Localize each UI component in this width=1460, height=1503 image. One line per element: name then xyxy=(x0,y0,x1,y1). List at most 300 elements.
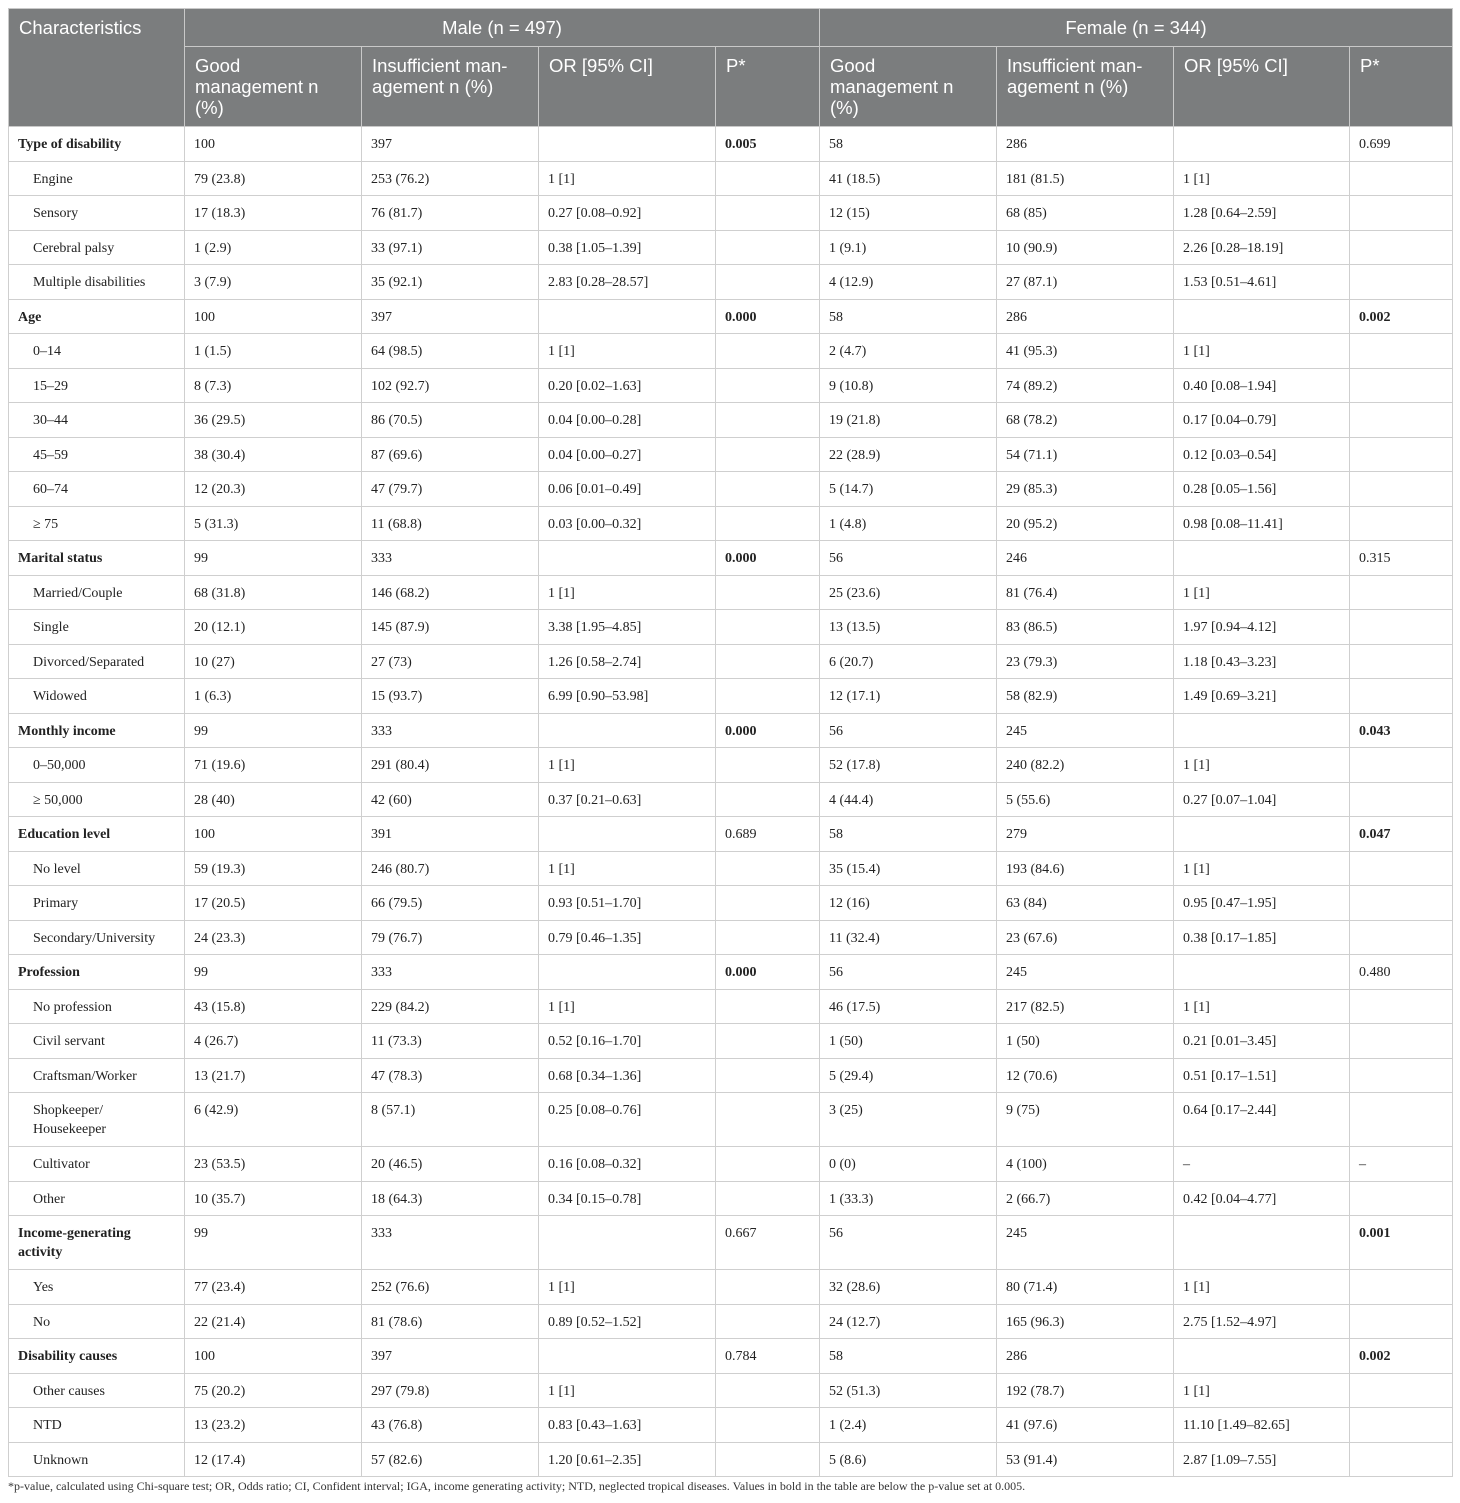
table-cell xyxy=(1350,472,1453,507)
table-cell: 22 (21.4) xyxy=(185,1304,362,1339)
table-cell: 58 xyxy=(820,1339,997,1374)
table-cell: 0.34 [0.15–0.78] xyxy=(539,1181,716,1216)
table-row xyxy=(9,1442,1453,1477)
table-cell: 4 (12.9) xyxy=(820,265,997,300)
table-cell: 22 (28.9) xyxy=(820,437,997,472)
table-cell: 1 [1] xyxy=(539,851,716,886)
table-cell: 0.04 [0.00–0.28] xyxy=(539,403,716,438)
table-cell xyxy=(1350,782,1453,817)
table-cell: 8 (7.3) xyxy=(185,368,362,403)
table-cell: 1 (2.9) xyxy=(185,230,362,265)
subcategory-label: No xyxy=(9,1304,185,1339)
table-cell xyxy=(1174,541,1350,576)
characteristics-header: Characteristics xyxy=(9,9,185,127)
table-cell: 0.20 [0.02–1.63] xyxy=(539,368,716,403)
table-cell: 15 (93.7) xyxy=(362,679,539,714)
table-cell xyxy=(716,1408,820,1443)
table-cell xyxy=(716,265,820,300)
subcategory-label: 60–74 xyxy=(9,472,185,507)
table-cell: 27 (87.1) xyxy=(997,265,1174,300)
table-cell: 18 (64.3) xyxy=(362,1181,539,1216)
table-cell: 17 (18.3) xyxy=(185,196,362,231)
table-row xyxy=(9,920,1453,955)
table-cell: 76 (81.7) xyxy=(362,196,539,231)
table-cell xyxy=(716,679,820,714)
table-cell xyxy=(716,575,820,610)
table-cell: 20 (95.2) xyxy=(997,506,1174,541)
table-cell: 23 (53.5) xyxy=(185,1147,362,1182)
table-cell: 0.28 [0.05–1.56] xyxy=(1174,472,1350,507)
table-cell: 245 xyxy=(997,713,1174,748)
table-cell: 36 (29.5) xyxy=(185,403,362,438)
subcategory-label: Unknown xyxy=(9,1442,185,1477)
table-cell: 0.005 xyxy=(716,127,820,162)
table-cell: 145 (87.9) xyxy=(362,610,539,645)
table-cell: 12 (17.4) xyxy=(185,1442,362,1477)
table-cell xyxy=(1350,368,1453,403)
table-cell: 0.001 xyxy=(1350,1216,1453,1270)
table-cell xyxy=(1174,127,1350,162)
subcategory-label: Multiple disabilities xyxy=(9,265,185,300)
table-cell: 28 (40) xyxy=(185,782,362,817)
table-cell: 1 [1] xyxy=(1174,161,1350,196)
table-cell: 246 xyxy=(997,541,1174,576)
table-cell: 1 [1] xyxy=(1174,334,1350,369)
table-cell: 0.043 xyxy=(1350,713,1453,748)
table-row xyxy=(9,955,1453,990)
subcategory-label: 0–50,000 xyxy=(9,748,185,783)
table-cell: 192 (78.7) xyxy=(997,1373,1174,1408)
table-cell: 5 (31.3) xyxy=(185,506,362,541)
table-cell xyxy=(716,1147,820,1182)
results-table xyxy=(8,8,1453,1477)
table-cell: 68 (85) xyxy=(997,196,1174,231)
table-cell: 0.42 [0.04–4.77] xyxy=(1174,1181,1350,1216)
table-cell: 3.38 [1.95–4.85] xyxy=(539,610,716,645)
table-cell: 24 (23.3) xyxy=(185,920,362,955)
table-cell: 1 [1] xyxy=(539,334,716,369)
table-cell: 2 (66.7) xyxy=(997,1181,1174,1216)
table-cell xyxy=(539,1339,716,1374)
table-cell: 0.27 [0.08–0.92] xyxy=(539,196,716,231)
table-row xyxy=(9,851,1453,886)
table-cell: 0.98 [0.08–11.41] xyxy=(1174,506,1350,541)
table-cell xyxy=(1174,1216,1350,1270)
table-cell: 0.89 [0.52–1.52] xyxy=(539,1304,716,1339)
table-cell xyxy=(716,506,820,541)
table-cell: 1 [1] xyxy=(1174,851,1350,886)
table-cell: 46 (17.5) xyxy=(820,989,997,1024)
table-cell xyxy=(1350,1024,1453,1059)
table-cell xyxy=(716,230,820,265)
table-cell: 1 (4.8) xyxy=(820,506,997,541)
table-row xyxy=(9,1058,1453,1093)
table-cell xyxy=(1350,437,1453,472)
table-cell: 291 (80.4) xyxy=(362,748,539,783)
table-row xyxy=(9,1339,1453,1374)
table-cell: 54 (71.1) xyxy=(997,437,1174,472)
table-cell: 1 (33.3) xyxy=(820,1181,997,1216)
table-cell xyxy=(1174,955,1350,990)
table-row xyxy=(9,334,1453,369)
table-cell: 23 (79.3) xyxy=(997,644,1174,679)
table-cell: 0.000 xyxy=(716,713,820,748)
table-cell: 80 (71.4) xyxy=(997,1270,1174,1305)
table-cell xyxy=(539,299,716,334)
table-cell: 333 xyxy=(362,1216,539,1270)
table-cell: 100 xyxy=(185,299,362,334)
table-cell: 0.667 xyxy=(716,1216,820,1270)
table-cell xyxy=(1174,713,1350,748)
table-cell: 58 (82.9) xyxy=(997,679,1174,714)
table-cell: 1 [1] xyxy=(1174,989,1350,1024)
table-cell: 0.64 [0.17–2.44] xyxy=(1174,1093,1350,1147)
table-cell: 2.83 [0.28–28.57] xyxy=(539,265,716,300)
table-cell: 47 (78.3) xyxy=(362,1058,539,1093)
table-cell: 4 (26.7) xyxy=(185,1024,362,1059)
table-cell xyxy=(1350,748,1453,783)
table-cell xyxy=(1350,403,1453,438)
male-group-header: Male (n = 497) xyxy=(185,9,820,47)
female-p-header: P* xyxy=(1350,47,1453,127)
subcategory-label: 15–29 xyxy=(9,368,185,403)
subcategory-label: 30–44 xyxy=(9,403,185,438)
table-cell: 52 (51.3) xyxy=(820,1373,997,1408)
table-cell: 100 xyxy=(185,127,362,162)
table-cell: 11 (32.4) xyxy=(820,920,997,955)
table-row xyxy=(9,989,1453,1024)
table-cell xyxy=(1350,506,1453,541)
table-cell: 27 (73) xyxy=(362,644,539,679)
table-cell: 0.38 [0.17–1.85] xyxy=(1174,920,1350,955)
table-cell: 35 (15.4) xyxy=(820,851,997,886)
table-cell: 41 (18.5) xyxy=(820,161,997,196)
table-cell xyxy=(716,782,820,817)
table-cell: 41 (95.3) xyxy=(997,334,1174,369)
table-cell: 38 (30.4) xyxy=(185,437,362,472)
table-row xyxy=(9,403,1453,438)
table-cell: 64 (98.5) xyxy=(362,334,539,369)
table-cell: 0.27 [0.07–1.04] xyxy=(1174,782,1350,817)
table-cell: 1.18 [0.43–3.23] xyxy=(1174,644,1350,679)
table-header xyxy=(9,9,1453,127)
table-cell: 0.79 [0.46–1.35] xyxy=(539,920,716,955)
table-cell: 297 (79.8) xyxy=(362,1373,539,1408)
table-cell xyxy=(1350,575,1453,610)
table-cell: 397 xyxy=(362,299,539,334)
table-cell xyxy=(1350,1304,1453,1339)
table-cell: 99 xyxy=(185,1216,362,1270)
table-cell: 165 (96.3) xyxy=(997,1304,1174,1339)
table-cell: 102 (92.7) xyxy=(362,368,539,403)
data-table-container xyxy=(8,8,1452,1477)
table-row xyxy=(9,437,1453,472)
subcategory-label: Civil servant xyxy=(9,1024,185,1059)
table-cell: 99 xyxy=(185,955,362,990)
table-row xyxy=(9,1408,1453,1443)
table-cell xyxy=(1350,679,1453,714)
male-or-header: OR [95% CI] xyxy=(539,47,716,127)
table-cell: 0.047 xyxy=(1350,817,1453,852)
table-cell: 9 (10.8) xyxy=(820,368,997,403)
table-cell: 193 (84.6) xyxy=(997,851,1174,886)
table-cell xyxy=(1350,1408,1453,1443)
table-cell: 1 [1] xyxy=(1174,1373,1350,1408)
table-cell: 56 xyxy=(820,955,997,990)
table-cell xyxy=(1350,610,1453,645)
table-cell: 56 xyxy=(820,713,997,748)
male-p-header: P* xyxy=(716,47,820,127)
category-label: Type of disability xyxy=(9,127,185,162)
table-cell: 99 xyxy=(185,713,362,748)
table-cell: 0.17 [0.04–0.79] xyxy=(1174,403,1350,438)
table-cell: 0.16 [0.08–0.32] xyxy=(539,1147,716,1182)
table-row xyxy=(9,748,1453,783)
table-cell: 0.000 xyxy=(716,541,820,576)
table-cell: 1 [1] xyxy=(539,1373,716,1408)
table-cell: 240 (82.2) xyxy=(997,748,1174,783)
table-cell: 1 [1] xyxy=(1174,1270,1350,1305)
table-cell: 0.83 [0.43–1.63] xyxy=(539,1408,716,1443)
table-cell: 6.99 [0.90–53.98] xyxy=(539,679,716,714)
table-cell: 0.04 [0.00–0.27] xyxy=(539,437,716,472)
table-cell xyxy=(1350,644,1453,679)
table-cell: 100 xyxy=(185,1339,362,1374)
table-cell: 246 (80.7) xyxy=(362,851,539,886)
table-cell xyxy=(716,472,820,507)
table-cell xyxy=(716,196,820,231)
table-cell: 99 xyxy=(185,541,362,576)
table-cell: 32 (28.6) xyxy=(820,1270,997,1305)
table-cell: 253 (76.2) xyxy=(362,161,539,196)
table-cell: 12 (16) xyxy=(820,886,997,921)
table-cell: 86 (70.5) xyxy=(362,403,539,438)
table-cell: 333 xyxy=(362,541,539,576)
table-cell: 1 [1] xyxy=(539,1270,716,1305)
table-cell: 0.12 [0.03–0.54] xyxy=(1174,437,1350,472)
table-cell: 0.06 [0.01–0.49] xyxy=(539,472,716,507)
table-cell: 0.002 xyxy=(1350,1339,1453,1374)
subcategory-label: Secondary/University xyxy=(9,920,185,955)
subcategory-label: Engine xyxy=(9,161,185,196)
table-row xyxy=(9,541,1453,576)
table-cell xyxy=(1174,299,1350,334)
subcategory-label: Other xyxy=(9,1181,185,1216)
table-cell: 333 xyxy=(362,955,539,990)
category-label: Disability causes xyxy=(9,1339,185,1374)
table-cell: 58 xyxy=(820,127,997,162)
table-cell: 397 xyxy=(362,127,539,162)
table-row xyxy=(9,1373,1453,1408)
table-cell: 12 (17.1) xyxy=(820,679,997,714)
table-row xyxy=(9,506,1453,541)
table-cell xyxy=(1350,989,1453,1024)
table-cell: 58 xyxy=(820,299,997,334)
table-cell xyxy=(716,334,820,369)
table-row xyxy=(9,1270,1453,1305)
table-cell: 12 (70.6) xyxy=(997,1058,1174,1093)
table-cell: 47 (79.7) xyxy=(362,472,539,507)
table-cell: 10 (27) xyxy=(185,644,362,679)
table-cell: 13 (13.5) xyxy=(820,610,997,645)
table-row xyxy=(9,1181,1453,1216)
table-cell xyxy=(716,1373,820,1408)
table-cell: 41 (97.6) xyxy=(997,1408,1174,1443)
table-cell xyxy=(539,127,716,162)
table-cell: 56 xyxy=(820,1216,997,1270)
table-row xyxy=(9,1216,1453,1270)
female-or-header: OR [95% CI] xyxy=(1174,47,1350,127)
table-cell: 0.689 xyxy=(716,817,820,852)
table-cell: 13 (23.2) xyxy=(185,1408,362,1443)
table-cell xyxy=(716,644,820,679)
table-cell: 81 (78.6) xyxy=(362,1304,539,1339)
table-footnote: *p-value, calculated using Chi-square test; OR, Odds ratio; CI, Confident interval; IGA, income generating activity; NTD, neglected tropical diseases. Values in bold in the table are below the p-value set at 0.005. xyxy=(8,1479,1026,1493)
table-cell xyxy=(716,1270,820,1305)
table-cell: – xyxy=(1350,1147,1453,1182)
subcategory-label: Cerebral palsy xyxy=(9,230,185,265)
table-cell xyxy=(716,161,820,196)
table-cell xyxy=(1350,196,1453,231)
table-row xyxy=(9,230,1453,265)
table-cell xyxy=(1174,1339,1350,1374)
table-row xyxy=(9,472,1453,507)
table-cell: 79 (76.7) xyxy=(362,920,539,955)
table-cell xyxy=(716,437,820,472)
table-cell: 43 (15.8) xyxy=(185,989,362,1024)
table-cell xyxy=(716,1058,820,1093)
table-row xyxy=(9,127,1453,162)
table-cell: 229 (84.2) xyxy=(362,989,539,1024)
table-cell: 2.87 [1.09–7.55] xyxy=(1174,1442,1350,1477)
table-cell: 100 xyxy=(185,817,362,852)
table-cell xyxy=(1350,1442,1453,1477)
table-cell xyxy=(716,920,820,955)
table-row xyxy=(9,1093,1453,1147)
table-row xyxy=(9,782,1453,817)
table-cell xyxy=(716,1304,820,1339)
subcategory-label: No level xyxy=(9,851,185,886)
table-cell: 0 (0) xyxy=(820,1147,997,1182)
table-cell: 1 [1] xyxy=(539,161,716,196)
table-row xyxy=(9,1024,1453,1059)
subcategory-label: 0–14 xyxy=(9,334,185,369)
table-cell: – xyxy=(1174,1147,1350,1182)
table-cell: 1 (2.4) xyxy=(820,1408,997,1443)
table-cell: 6 (20.7) xyxy=(820,644,997,679)
table-row xyxy=(9,299,1453,334)
table-cell: 245 xyxy=(997,955,1174,990)
table-row xyxy=(9,644,1453,679)
table-cell xyxy=(716,886,820,921)
subcategory-label: Widowed xyxy=(9,679,185,714)
table-row xyxy=(9,713,1453,748)
table-cell: 53 (91.4) xyxy=(997,1442,1174,1477)
table-cell: 66 (79.5) xyxy=(362,886,539,921)
table-cell xyxy=(716,1181,820,1216)
table-cell xyxy=(1350,334,1453,369)
table-row xyxy=(9,610,1453,645)
table-cell xyxy=(1350,851,1453,886)
table-cell: 71 (19.6) xyxy=(185,748,362,783)
table-cell: 181 (81.5) xyxy=(997,161,1174,196)
table-cell: 57 (82.6) xyxy=(362,1442,539,1477)
category-label: Monthly income xyxy=(9,713,185,748)
table-cell: 1 (50) xyxy=(997,1024,1174,1059)
table-cell xyxy=(1350,230,1453,265)
category-label: Education level xyxy=(9,817,185,852)
table-cell: 17 (20.5) xyxy=(185,886,362,921)
table-cell: 0.37 [0.21–0.63] xyxy=(539,782,716,817)
subcategory-label: Other causes xyxy=(9,1373,185,1408)
table-cell: 23 (67.6) xyxy=(997,920,1174,955)
category-label: Income-generating activity xyxy=(9,1216,185,1270)
table-cell: 5 (8.6) xyxy=(820,1442,997,1477)
table-cell: 0.52 [0.16–1.70] xyxy=(539,1024,716,1059)
table-cell xyxy=(716,851,820,886)
table-row xyxy=(9,575,1453,610)
table-cell xyxy=(1174,817,1350,852)
table-cell: 81 (76.4) xyxy=(997,575,1174,610)
table-cell: 11 (73.3) xyxy=(362,1024,539,1059)
table-cell: 0.95 [0.47–1.95] xyxy=(1174,886,1350,921)
table-cell: 1 [1] xyxy=(1174,575,1350,610)
table-cell xyxy=(1350,920,1453,955)
table-cell: 1.97 [0.94–4.12] xyxy=(1174,610,1350,645)
table-cell: 2.75 [1.52–4.97] xyxy=(1174,1304,1350,1339)
table-cell: 24 (12.7) xyxy=(820,1304,997,1339)
table-cell: 1 [1] xyxy=(1174,748,1350,783)
table-row xyxy=(9,368,1453,403)
table-cell: 59 (19.3) xyxy=(185,851,362,886)
table-cell: 1 (6.3) xyxy=(185,679,362,714)
table-cell: 56 xyxy=(820,541,997,576)
table-cell: 83 (86.5) xyxy=(997,610,1174,645)
table-row xyxy=(9,265,1453,300)
table-cell: 1 [1] xyxy=(539,748,716,783)
table-cell: 217 (82.5) xyxy=(997,989,1174,1024)
table-cell: 0.93 [0.51–1.70] xyxy=(539,886,716,921)
table-cell: 0.51 [0.17–1.51] xyxy=(1174,1058,1350,1093)
table-row xyxy=(9,1304,1453,1339)
table-cell: 397 xyxy=(362,1339,539,1374)
table-cell: 0.21 [0.01–3.45] xyxy=(1174,1024,1350,1059)
table-cell: 5 (14.7) xyxy=(820,472,997,507)
category-label: Profession xyxy=(9,955,185,990)
table-cell xyxy=(1350,1058,1453,1093)
table-cell: 0.480 xyxy=(1350,955,1453,990)
table-cell xyxy=(716,1442,820,1477)
table-cell: 35 (92.1) xyxy=(362,265,539,300)
table-cell: 20 (46.5) xyxy=(362,1147,539,1182)
table-cell xyxy=(539,817,716,852)
table-cell: 1.49 [0.69–3.21] xyxy=(1174,679,1350,714)
table-cell xyxy=(716,989,820,1024)
table-cell: 245 xyxy=(997,1216,1174,1270)
table-cell: 19 (21.8) xyxy=(820,403,997,438)
table-cell: 333 xyxy=(362,713,539,748)
table-cell: 0.315 xyxy=(1350,541,1453,576)
table-cell: 11.10 [1.49–82.65] xyxy=(1174,1408,1350,1443)
table-cell: 4 (100) xyxy=(997,1147,1174,1182)
table-cell: 2.26 [0.28–18.19] xyxy=(1174,230,1350,265)
male-insufficient-header: Insufficient man-agement n (%) xyxy=(362,47,539,127)
table-cell: 286 xyxy=(997,299,1174,334)
table-cell: 25 (23.6) xyxy=(820,575,997,610)
table-cell: 0.784 xyxy=(716,1339,820,1374)
table-cell: 2 (4.7) xyxy=(820,334,997,369)
table-cell: 58 xyxy=(820,817,997,852)
